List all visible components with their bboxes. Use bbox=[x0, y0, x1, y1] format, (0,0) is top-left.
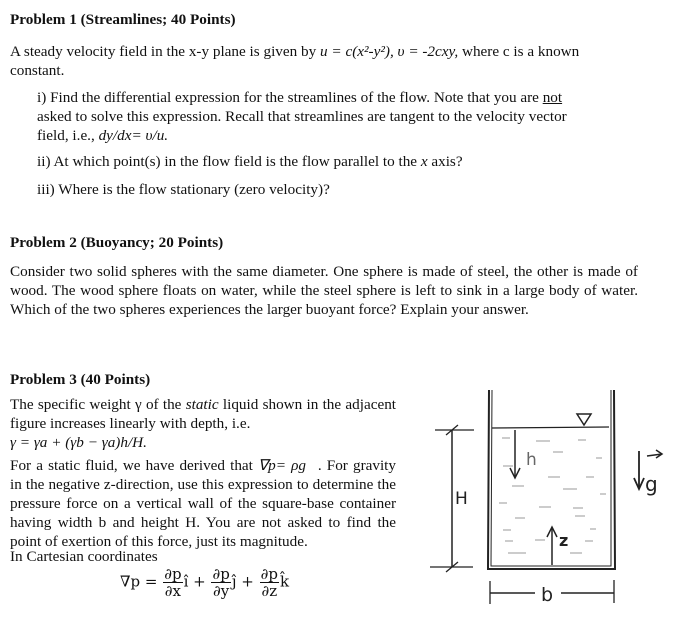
velocity-field-expression: u = c(x²-y²), υ = -2cxy, bbox=[320, 43, 459, 60]
water-surface bbox=[492, 427, 609, 428]
k-hat: k̂ bbox=[279, 572, 290, 591]
p1-text-2: liquid shown in the adjacent figure increases linearly with depth, i.e. bbox=[10, 396, 397, 432]
p2-equation: ∇p= ρg⃗ bbox=[258, 457, 318, 474]
frac-num: ∂p bbox=[212, 565, 230, 583]
h-label: h bbox=[526, 450, 537, 470]
p2-text: For a static fluid, we have derived that bbox=[10, 457, 259, 474]
intro-text-end: where c is a known constant. bbox=[10, 43, 580, 79]
q1-text-2: asked to solve this expression. Recall that streamlines are tangent to the velocity vector field, i.e., bbox=[37, 108, 567, 144]
vector-arrow-icon bbox=[647, 450, 662, 458]
q1-equation: dy/dx= υ/u. bbox=[98, 127, 169, 144]
z-label: z bbox=[559, 531, 569, 550]
b-label: b bbox=[541, 584, 554, 606]
i-hat: î + bbox=[183, 572, 206, 591]
p2-text-2: . For gravity in the negative z-direction, use this expression to determine the pressure force on a vertical wall of the square-base container having width b and height H. You are not asked to find the point of exertion of this force, just its magnitude. bbox=[10, 457, 396, 550]
problem3-title: Problem 3 (40 Points) bbox=[10, 371, 151, 388]
frac-den: ∂x bbox=[164, 582, 181, 600]
free-surface-triangle-icon bbox=[577, 414, 591, 425]
q2-x: x bbox=[420, 153, 428, 170]
problem3-para3: In Cartesian coordinates bbox=[10, 548, 158, 565]
H-label: H bbox=[455, 489, 468, 509]
intro-text: A steady velocity field in the x-y plane is given by bbox=[10, 43, 321, 60]
frac-den: ∂z bbox=[261, 582, 278, 600]
frac-den: ∂y bbox=[213, 582, 230, 600]
frac-num: ∂p bbox=[164, 565, 182, 583]
grad-lhs: ∇p = bbox=[120, 572, 158, 591]
q1-not: not bbox=[542, 89, 563, 106]
specific-weight-equation: γ = γa + (γb − γa)h/H. bbox=[10, 434, 147, 451]
q2-text-end: axis? bbox=[427, 153, 463, 170]
question-3: iii) Where is the flow stationary (zero velocity)? bbox=[37, 181, 330, 198]
problem2-body: Consider two solid spheres with the same diameter. One sphere is made of steel, the other is made of wood. The wood sphere floats on water, while the steel sphere is left to sink in a large body of water. Which of the two spheres experiences the larger buoyant force? Explain your answer. bbox=[10, 263, 638, 318]
g-label: g bbox=[645, 472, 658, 496]
q2-text: ii) At which point(s) in the flow field is the flow parallel to the bbox=[37, 153, 421, 170]
problem1-title: Problem 1 (Streamlines; 40 Points) bbox=[10, 11, 236, 28]
p1-text: The specific weight γ of the bbox=[10, 396, 186, 413]
p1-static: static bbox=[185, 396, 219, 413]
j-hat: ĵ + bbox=[231, 572, 254, 591]
q1-text: i) Find the differential expression for the streamlines of the flow. Note that you are bbox=[37, 89, 543, 106]
frac-num: ∂p bbox=[260, 565, 278, 583]
problem2-title: Problem 2 (Buoyancy; 20 Points) bbox=[10, 234, 224, 251]
container-inner-wall bbox=[491, 390, 611, 566]
